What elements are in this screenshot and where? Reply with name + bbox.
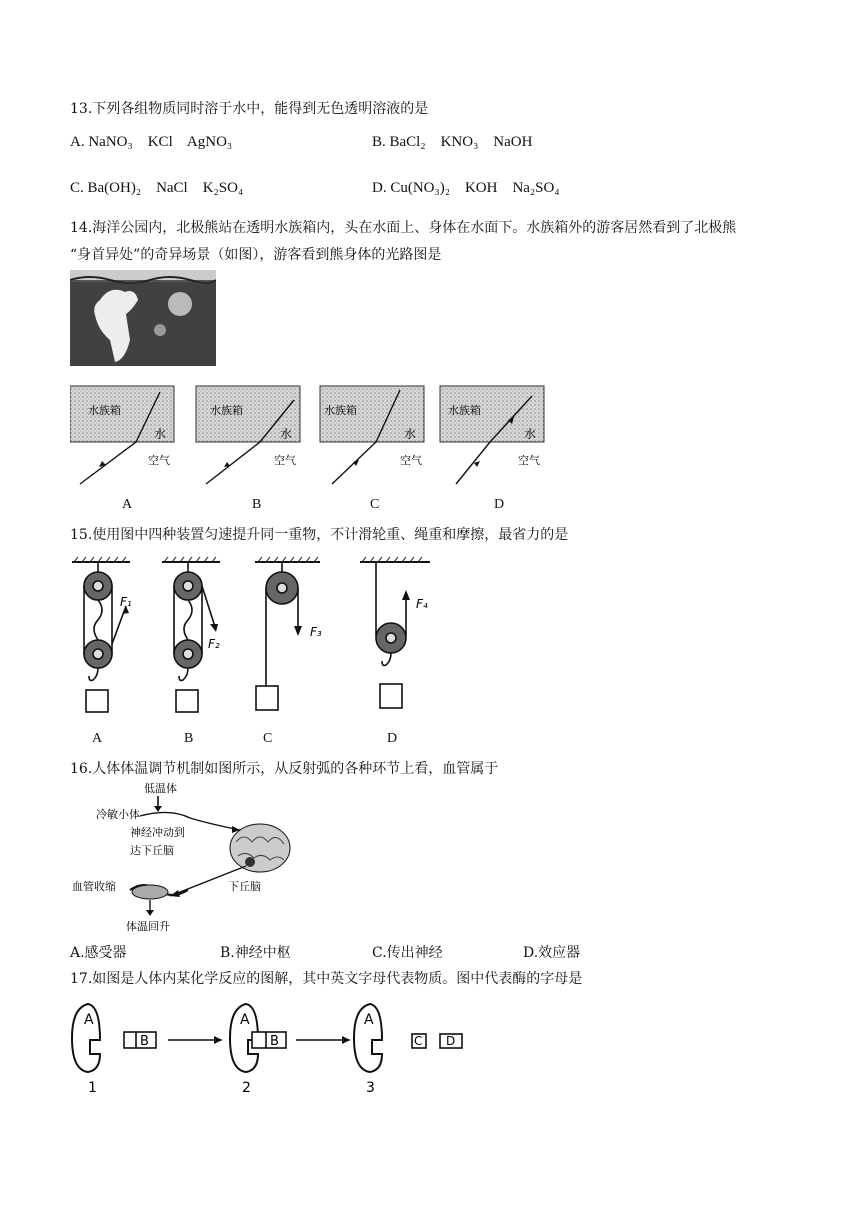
- q14-stem-line1: 14.海洋公园内，北极熊站在透明水族箱内，头在水面上、身体在水面下。水族箱外的游客居然看到了北极熊: [70, 220, 737, 236]
- q16-option-a: A.感受器: [70, 945, 127, 961]
- q15-label-c: C: [263, 731, 273, 746]
- svg-text:低温体: 低温体: [144, 782, 177, 795]
- q13-option-d: D. Cu(NO₃)₂ KOH Na₂SO₄: [372, 180, 560, 196]
- svg-text:空气: 空气: [148, 454, 170, 467]
- q15-label-a: A: [92, 731, 103, 746]
- svg-text:血管收缩: 血管收缩: [72, 880, 116, 893]
- svg-text:空气: 空气: [400, 454, 422, 467]
- ray-panel-a: [70, 386, 174, 484]
- bear-photo: [70, 270, 216, 366]
- force-label-f1: F₁: [120, 595, 132, 609]
- svg-text:B: B: [270, 1034, 279, 1049]
- ray-panel-b: [196, 386, 300, 484]
- svg-text:3: 3: [366, 1080, 375, 1096]
- svg-text:A: A: [84, 1012, 94, 1028]
- q15-pulley-diagrams: [70, 556, 450, 726]
- enzyme-reaction-diagram: [70, 998, 480, 1098]
- svg-text:水族箱: 水族箱: [324, 404, 357, 417]
- svg-text:D: D: [446, 1034, 456, 1048]
- svg-text:冷敏小体: 冷敏小体: [96, 808, 140, 821]
- svg-text:水: 水: [404, 427, 417, 441]
- q15-stem: 15.使用图中四种装置匀速提升同一重物，不计滑轮重、绳重和摩擦，最省力的是: [70, 527, 569, 543]
- q14-stem-line2: “身首异处”的奇异场景（如图），游客看到熊身体的光路图是: [70, 247, 442, 263]
- pulley-setup-a: [84, 562, 126, 712]
- q15-label-d: D: [387, 731, 398, 746]
- force-label-f4: F₄: [416, 597, 428, 611]
- svg-text:神经冲动到: 神经冲动到: [130, 826, 185, 839]
- svg-text:A: A: [240, 1012, 250, 1028]
- svg-text:C: C: [414, 1034, 423, 1048]
- q15-label-b: B: [184, 731, 194, 746]
- q13-option-b: B. BaCl₂ KNO₃ NaOH: [372, 134, 533, 150]
- q13-option-a: A. NaNO₃ KCl AgNO₃: [70, 134, 233, 150]
- ray-panel-d: [440, 386, 544, 484]
- pulley-setup-d: [376, 562, 406, 708]
- svg-text:2: 2: [242, 1080, 251, 1096]
- svg-text:水族箱: 水族箱: [210, 404, 243, 417]
- svg-text:水: 水: [524, 427, 537, 441]
- q16-stem: 16.人体体温调节机制如图所示，从反射弧的各种环节上看，血管属于: [70, 761, 499, 777]
- q16-option-b: B.神经中枢: [220, 945, 291, 961]
- force-label-f3: F₃: [310, 625, 322, 639]
- pulley-setup-c: [256, 562, 298, 710]
- q14-label-b: B: [252, 497, 262, 512]
- q16-option-d: D.效应器: [523, 945, 581, 961]
- svg-text:达下丘脑: 达下丘脑: [130, 844, 174, 857]
- q14-label-c: C: [370, 497, 380, 512]
- q14-label-a: A: [122, 497, 133, 512]
- svg-text:体温回升: 体温回升: [126, 920, 170, 933]
- thermoregulation-diagram: [70, 778, 300, 936]
- svg-text:水: 水: [280, 427, 293, 441]
- q13-stem: 13.下列各组物质同时溶于水中，能得到无色透明溶液的是: [70, 101, 429, 117]
- svg-text:下丘脑: 下丘脑: [228, 880, 261, 893]
- svg-text:空气: 空气: [518, 454, 540, 467]
- svg-text:空气: 空气: [274, 454, 296, 467]
- svg-text:1: 1: [88, 1080, 97, 1096]
- force-label-f2: F₂: [208, 637, 220, 651]
- q16-option-c: C.传出神经: [372, 945, 443, 961]
- svg-text:水: 水: [154, 427, 167, 441]
- q13-option-c: C. Ba(OH)₂ NaCl K₂SO₄: [70, 180, 244, 196]
- svg-text:B: B: [140, 1034, 149, 1049]
- q14-ray-diagrams: [70, 384, 550, 490]
- q14-label-d: D: [494, 497, 505, 512]
- ray-panel-c: [320, 386, 424, 484]
- svg-text:水族箱: 水族箱: [88, 404, 121, 417]
- q17-stem: 17.如图是人体内某化学反应的图解，其中英文字母代表物质。图中代表酶的字母是: [70, 971, 583, 987]
- svg-text:A: A: [364, 1012, 374, 1028]
- svg-text:水族箱: 水族箱: [448, 404, 481, 417]
